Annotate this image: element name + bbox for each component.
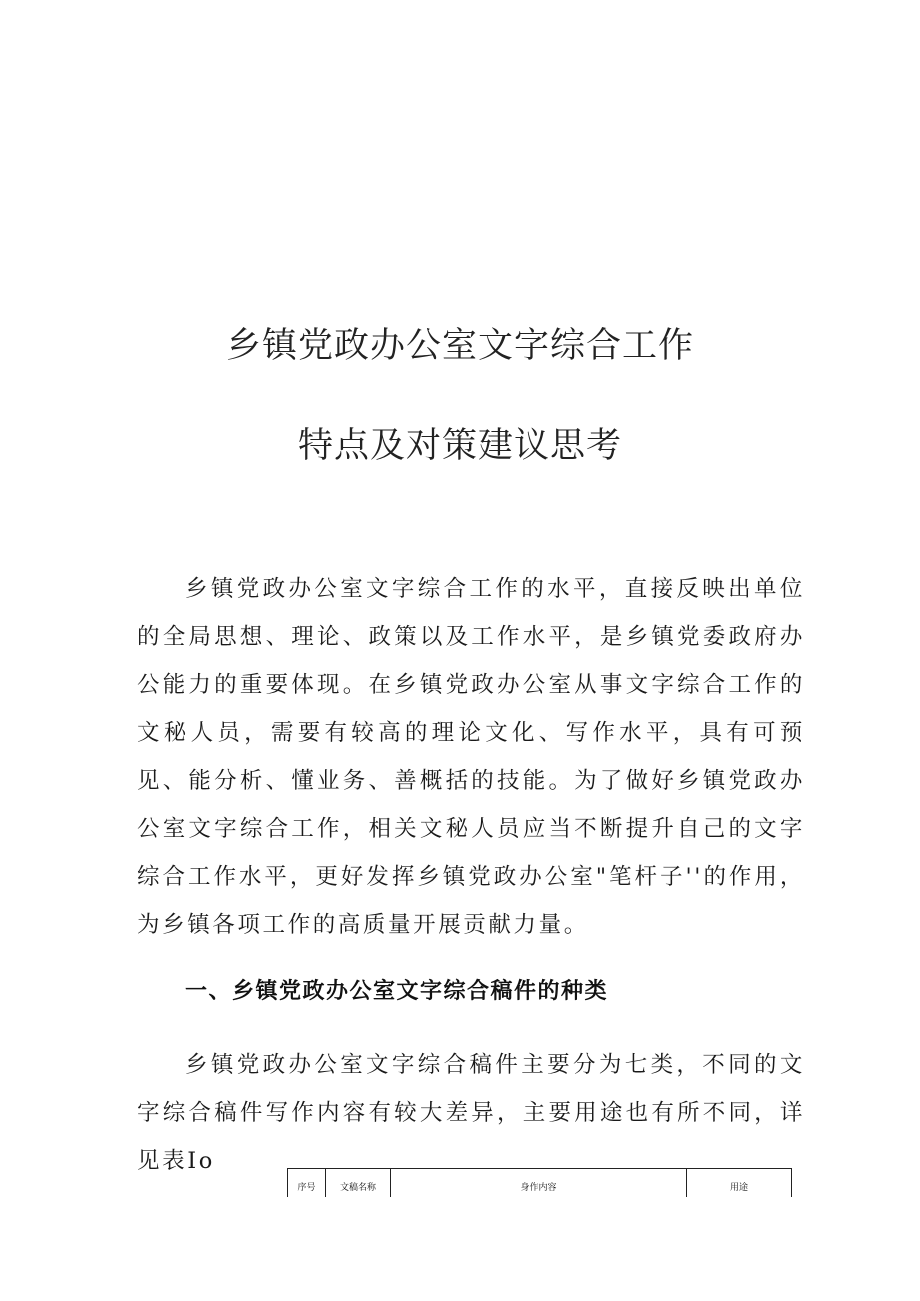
table-header-cell: 文稿名称 [326, 1169, 391, 1197]
table-header-row [288, 1169, 791, 1197]
table-header-cell: 用途 [729, 1182, 748, 1193]
document-title-line-2: 特点及对策建议思考 [297, 426, 622, 466]
intro-paragraph: 乡镇党政办公室文字综合工作的水平，直接反映出单位的全局思想、理论、政策以及工作水平，是乡镇党委政府办公能力的重要体现。在乡镇党政办公室从事文字综合工作的文秘人员，需要有较高的理论文化、写作水平，具有可预见、能分析、懂业务、善概括的技能。为了做好乡镇党政办公室文字综合工作，相关文秘人员应当不断提升自己的文字综合工作水平，更好发挥乡镇党政办公室"笔杆子''的作用，为乡镇各项工作的高质量开展贡献力量。 [137, 576, 805, 938]
table-header-cell: 序号 [288, 1169, 326, 1197]
section-1-paragraph: 乡镇党政办公室文字综合稿件主要分为七类，不同的文字综合稿件写作内容有较大差异，主要用途也有所不同，详见表Io [137, 1052, 805, 1174]
table-header-cell: 身作内容 [391, 1169, 687, 1197]
document-table [287, 1168, 792, 1197]
section-heading-1: 一、乡镇党政办公室文字综合稿件的种类 [185, 979, 609, 1004]
document-title-line-1: 乡镇党政办公室文字综合工作 [225, 326, 694, 366]
